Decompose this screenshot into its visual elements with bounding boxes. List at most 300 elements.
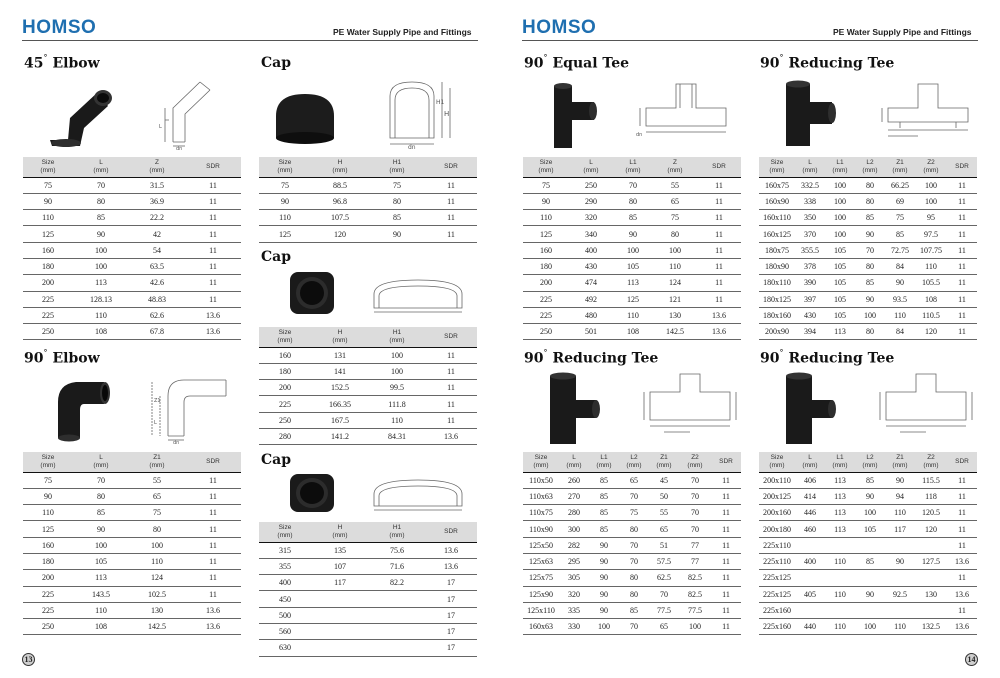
column-header-unit: (mm) [332, 336, 348, 344]
table-cell [885, 570, 915, 586]
column-header-label: SDR [955, 457, 969, 465]
column-header-unit: (mm) [769, 166, 785, 174]
table-cell: 180x125 [759, 291, 795, 307]
table-cell: 11 [947, 242, 977, 258]
table-cell: 13.6 [947, 553, 977, 569]
table-cell: 110 [23, 210, 73, 226]
table-cell: 11 [697, 242, 741, 258]
column-header-label: Size [41, 158, 55, 166]
table-cell: 90 [259, 193, 311, 209]
table-cell: 90 [73, 226, 129, 242]
table-row [759, 488, 977, 504]
table-row [23, 619, 241, 635]
table-cell: 113 [825, 521, 855, 537]
column-header [795, 452, 825, 472]
table-row [23, 537, 241, 553]
elbow-45-table [23, 157, 241, 340]
table-cell: 70 [679, 521, 711, 537]
table-cell: 225 [23, 602, 73, 618]
table-cell: 350 [795, 210, 825, 226]
table-cell: 332.5 [795, 177, 825, 193]
column-header [697, 157, 741, 177]
table-cell [311, 640, 369, 656]
cap-3-drawing [368, 474, 468, 516]
column-header-label: Z2 [927, 453, 935, 461]
table-cell: 75 [369, 177, 425, 193]
column-header-label: Z2 [691, 453, 699, 461]
column-header [885, 452, 915, 472]
column-header-label: L2 [630, 453, 638, 461]
table-cell: 180x75 [759, 242, 795, 258]
table-cell: 446 [795, 505, 825, 521]
column-header [73, 452, 129, 472]
table-cell: 125 [23, 226, 73, 242]
table-row [523, 275, 741, 291]
table-cell [311, 591, 369, 607]
table-cell: 108 [73, 324, 129, 340]
elbow-45-photo [40, 78, 120, 150]
column-header [711, 452, 741, 472]
column-header-unit: (mm) [389, 531, 405, 539]
table-cell: 85 [589, 488, 619, 504]
column-header [523, 157, 569, 177]
table-cell: 77 [679, 537, 711, 553]
table-row [759, 258, 977, 274]
table-cell: 70 [679, 472, 711, 488]
table-cell: 124 [129, 570, 185, 586]
table-cell: 200 [23, 570, 73, 586]
table-cell: 51 [649, 537, 679, 553]
table-cell: 11 [185, 488, 241, 504]
table-cell: 480 [569, 307, 613, 323]
svg-text:L: L [159, 124, 162, 130]
table-cell: 105 [855, 521, 885, 537]
reducing-tee-2-table [523, 452, 741, 635]
table-cell: 125 [23, 521, 73, 537]
table-row [523, 602, 741, 618]
table-cell: 108 [613, 324, 653, 340]
table-cell: 75.6 [369, 542, 425, 558]
table-cell: 13.6 [185, 619, 241, 635]
table-cell: 100 [915, 177, 947, 193]
table-cell: 85 [369, 210, 425, 226]
column-header [425, 157, 477, 177]
table-cell: 66.25 [885, 177, 915, 193]
table-cell: 48.83 [129, 291, 185, 307]
table-row [759, 275, 977, 291]
column-header-unit: (mm) [332, 531, 348, 539]
table-cell: 390 [795, 275, 825, 291]
column-header-label: Size [770, 453, 784, 461]
table-cell: 117 [311, 575, 369, 591]
column-header [369, 157, 425, 177]
table-row [759, 553, 977, 569]
table-cell: 11 [185, 521, 241, 537]
reducing-tee-1-table [759, 157, 977, 340]
table-row [259, 623, 477, 639]
table-row [759, 472, 977, 488]
svg-text:dn: dn [176, 146, 183, 151]
table-cell: 11 [185, 177, 241, 193]
table-cell: 82.5 [679, 586, 711, 602]
table-cell: 11 [697, 210, 741, 226]
table-cell: 11 [711, 537, 741, 553]
table-cell: 11 [947, 226, 977, 242]
cap-1-table [259, 157, 477, 243]
column-header-label: Z [155, 158, 159, 166]
table-cell: 62.6 [129, 307, 185, 323]
table-cell: 11 [425, 193, 477, 209]
table-cell: 84 [885, 258, 915, 274]
table-cell: 11 [697, 226, 741, 242]
table-cell: 113 [825, 472, 855, 488]
table-row [23, 505, 241, 521]
table-cell: 113 [825, 324, 855, 340]
table-cell: 70 [679, 505, 711, 521]
table-cell: 397 [795, 291, 825, 307]
table-cell: 11 [947, 193, 977, 209]
table-cell: 125 [613, 291, 653, 307]
table-cell: 225 [523, 291, 569, 307]
column-header-label: Size [278, 158, 292, 166]
column-header-label: Z1 [660, 453, 668, 461]
table-cell: 180 [23, 553, 73, 569]
table-cell: 100 [653, 242, 697, 258]
section-title-45-elbow: 45° Elbow [24, 53, 100, 72]
reducing-tee-3-drawing [876, 370, 976, 440]
table-cell: 85 [589, 521, 619, 537]
table-cell: 160x63 [523, 619, 559, 635]
table-cell: 17 [425, 591, 477, 607]
table-cell: 180x110 [759, 275, 795, 291]
table-cell: 200 [259, 380, 311, 396]
table-cell: 120.5 [915, 505, 947, 521]
table-cell: 130 [653, 307, 697, 323]
table-cell: 100 [915, 193, 947, 209]
svg-text:Z1: Z1 [154, 398, 161, 404]
table-cell: 70 [73, 177, 129, 193]
elbow-90-photo [44, 372, 116, 444]
column-header-unit: (mm) [277, 336, 293, 344]
table-row [23, 291, 241, 307]
column-header-unit: (mm) [656, 461, 672, 469]
column-header-unit: (mm) [277, 531, 293, 539]
table-cell: 166.35 [311, 396, 369, 412]
table-row [259, 226, 477, 242]
table-cell: 11 [711, 521, 741, 537]
table-row [759, 226, 977, 242]
column-header-label: Z1 [896, 453, 904, 461]
column-header-unit: (mm) [832, 166, 848, 174]
table-cell: 225x160 [759, 602, 795, 618]
table-cell: 11 [711, 553, 741, 569]
table-row [23, 472, 241, 488]
table-cell: 200x180 [759, 521, 795, 537]
table-cell: 11 [185, 258, 241, 274]
reducing-tee-1-drawing [878, 76, 978, 144]
column-header-unit: (mm) [389, 166, 405, 174]
elbow-90-table [23, 452, 241, 635]
table-cell [795, 570, 825, 586]
table-row [259, 347, 477, 363]
table-cell: 105 [825, 307, 855, 323]
table-cell: 42.6 [129, 275, 185, 291]
table-row [259, 542, 477, 558]
table-row [523, 570, 741, 586]
column-header [259, 327, 311, 347]
column-header [311, 157, 369, 177]
table-cell: 295 [559, 553, 589, 569]
table-row [523, 226, 741, 242]
column-header-unit: (mm) [802, 166, 818, 174]
table-cell: 11 [711, 570, 741, 586]
table-row [259, 380, 477, 396]
table-cell: 180 [23, 258, 73, 274]
table-cell: 75 [259, 177, 311, 193]
table-cell: 11 [185, 472, 241, 488]
table-cell [885, 537, 915, 553]
table-cell: 225x110 [759, 553, 795, 569]
table-row [523, 472, 741, 488]
column-header [825, 157, 855, 177]
table-row [523, 324, 741, 340]
table-row [523, 193, 741, 209]
table-row [523, 291, 741, 307]
table-row [523, 537, 741, 553]
column-header [947, 452, 977, 472]
column-header [855, 452, 885, 472]
table-cell: 75 [23, 177, 73, 193]
table-cell: 90 [855, 488, 885, 504]
table-cell: 100 [825, 177, 855, 193]
table-cell: 90 [885, 553, 915, 569]
section-title-90-reducing-tee-3: 90° Reducing Tee [760, 348, 895, 367]
column-header-label: L2 [866, 453, 874, 461]
column-header-label: Size [770, 158, 784, 166]
column-header-label: L [99, 453, 103, 461]
brand-logo-left: HOMSO [22, 17, 97, 38]
table-cell: 400 [795, 553, 825, 569]
table-cell: 200 [23, 275, 73, 291]
table-cell: 250 [259, 412, 311, 428]
section-title-cap-1: Cap [261, 55, 292, 71]
column-header-label: Size [539, 158, 553, 166]
column-header-label: H1 [392, 523, 402, 531]
column-header [425, 327, 477, 347]
column-header-label: L2 [866, 158, 874, 166]
svg-text:L: L [154, 420, 157, 426]
column-header-label: SDR [719, 457, 733, 465]
table-cell: 160x90 [759, 193, 795, 209]
table-cell: 335 [559, 602, 589, 618]
table-cell: 110 [259, 210, 311, 226]
column-header [915, 157, 947, 177]
table-cell: 430 [569, 258, 613, 274]
table-cell: 500 [259, 607, 311, 623]
table-row [523, 505, 741, 521]
table-cell: 93.5 [885, 291, 915, 307]
column-header-label: L1 [836, 158, 844, 166]
column-header-label: SDR [444, 527, 458, 535]
column-header [73, 157, 129, 177]
table-cell: 320 [569, 210, 613, 226]
table-cell: 17 [425, 607, 477, 623]
table-row [759, 177, 977, 193]
table-cell: 290 [569, 193, 613, 209]
table-cell: 11 [711, 488, 741, 504]
table-cell: 430 [795, 307, 825, 323]
table-cell: 11 [185, 505, 241, 521]
section-title-90-reducing-tee-1: 90° Reducing Tee [760, 53, 895, 72]
table-cell: 11 [711, 505, 741, 521]
table-cell: 100 [825, 193, 855, 209]
table-cell: 280 [259, 428, 311, 444]
table-row [523, 242, 741, 258]
table-cell: 355 [259, 558, 311, 574]
table-cell: 160x110 [759, 210, 795, 226]
table-cell: 120 [311, 226, 369, 242]
table-cell: 70 [613, 177, 653, 193]
table-cell: 105 [825, 258, 855, 274]
table-cell: 84.31 [369, 428, 425, 444]
table-cell: 460 [795, 521, 825, 537]
table-cell: 121 [653, 291, 697, 307]
equal-tee-photo [548, 76, 600, 152]
table-cell: 142.5 [653, 324, 697, 340]
table-cell: 160 [23, 242, 73, 258]
table-cell: 160x125 [759, 226, 795, 242]
table-cell: 105 [825, 242, 855, 258]
table-cell: 36.9 [129, 193, 185, 209]
table-cell: 13.6 [697, 307, 741, 323]
table-cell: 75 [523, 177, 569, 193]
table-cell: 111.8 [369, 396, 425, 412]
table-row [23, 488, 241, 504]
table-cell: 113 [73, 275, 129, 291]
table-cell: 270 [559, 488, 589, 504]
table-row [23, 275, 241, 291]
table-row [23, 570, 241, 586]
table-cell: 90 [589, 537, 619, 553]
column-header-unit: (mm) [583, 166, 599, 174]
table-cell: 65 [653, 193, 697, 209]
table-cell [795, 537, 825, 553]
table-cell [311, 623, 369, 639]
column-header-unit: (mm) [862, 166, 878, 174]
table-row [23, 521, 241, 537]
column-header-unit: (mm) [596, 461, 612, 469]
column-header-label: H1 [392, 158, 402, 166]
table-cell: 110.5 [915, 307, 947, 323]
table-cell: 22.2 [129, 210, 185, 226]
column-header-label: L [808, 453, 812, 461]
column-header-unit: (mm) [832, 461, 848, 469]
column-header [855, 157, 885, 177]
table-cell: 560 [259, 623, 311, 639]
table-cell: 110 [915, 258, 947, 274]
table-cell: 50 [649, 488, 679, 504]
table-cell [915, 537, 947, 553]
table-cell: 406 [795, 472, 825, 488]
table-cell: 65 [649, 619, 679, 635]
elbow-90-drawing [148, 372, 238, 444]
column-header-unit: (mm) [332, 166, 348, 174]
table-cell: 130 [915, 586, 947, 602]
column-header-unit: (mm) [40, 461, 56, 469]
column-header-unit: (mm) [149, 166, 165, 174]
table-cell: 11 [947, 521, 977, 537]
table-cell: 501 [569, 324, 613, 340]
table-cell: 11 [185, 586, 241, 602]
column-header-label: Size [278, 523, 292, 531]
table-row [23, 307, 241, 323]
column-header-unit: (mm) [40, 166, 56, 174]
table-cell: 120 [915, 521, 947, 537]
table-cell: 95 [915, 210, 947, 226]
table-cell: 330 [559, 619, 589, 635]
section-title-cap-2: Cap [261, 249, 292, 265]
table-cell: 55 [129, 472, 185, 488]
table-cell: 17 [425, 623, 477, 639]
table-cell: 300 [559, 521, 589, 537]
table-cell: 77 [679, 553, 711, 569]
table-cell: 90 [589, 602, 619, 618]
brand-logo-right: HOMSO [522, 17, 597, 38]
column-header-label: L [99, 158, 103, 166]
table-row [259, 412, 477, 428]
column-header [759, 452, 795, 472]
table-cell: 70 [619, 488, 649, 504]
table-cell [825, 537, 855, 553]
table-cell: 108 [73, 619, 129, 635]
table-cell: 120 [915, 324, 947, 340]
column-header [259, 157, 311, 177]
table-cell: 125 [259, 226, 311, 242]
table-cell: 225 [523, 307, 569, 323]
table-cell: 85 [73, 210, 129, 226]
table-row [259, 177, 477, 193]
column-header [311, 327, 369, 347]
table-cell: 100 [613, 242, 653, 258]
section-title-90-equal-tee: 90° Equal Tee [524, 53, 630, 72]
table-cell: 11 [185, 275, 241, 291]
table-cell: 75 [129, 505, 185, 521]
table-cell: 45 [649, 472, 679, 488]
table-cell: 110 [369, 412, 425, 428]
column-header-label: Z1 [896, 158, 904, 166]
table-row [759, 570, 977, 586]
column-header [559, 452, 589, 472]
table-cell: 11 [697, 193, 741, 209]
column-header-unit: (mm) [687, 461, 703, 469]
table-cell: 110x63 [523, 488, 559, 504]
table-cell: 107.75 [915, 242, 947, 258]
column-header-unit: (mm) [538, 166, 554, 174]
table-cell: 13.6 [185, 324, 241, 340]
table-cell: 70 [619, 619, 649, 635]
table-cell: 70 [649, 586, 679, 602]
column-header-unit: (mm) [802, 461, 818, 469]
table-cell: 113 [613, 275, 653, 291]
table-cell: 180x160 [759, 307, 795, 323]
table-cell: 96.8 [311, 193, 369, 209]
table-cell: 82.2 [369, 575, 425, 591]
table-cell: 110 [613, 307, 653, 323]
table-cell: 305 [559, 570, 589, 586]
table-cell: 113 [825, 488, 855, 504]
table-row [259, 575, 477, 591]
table-cell: 160 [23, 537, 73, 553]
